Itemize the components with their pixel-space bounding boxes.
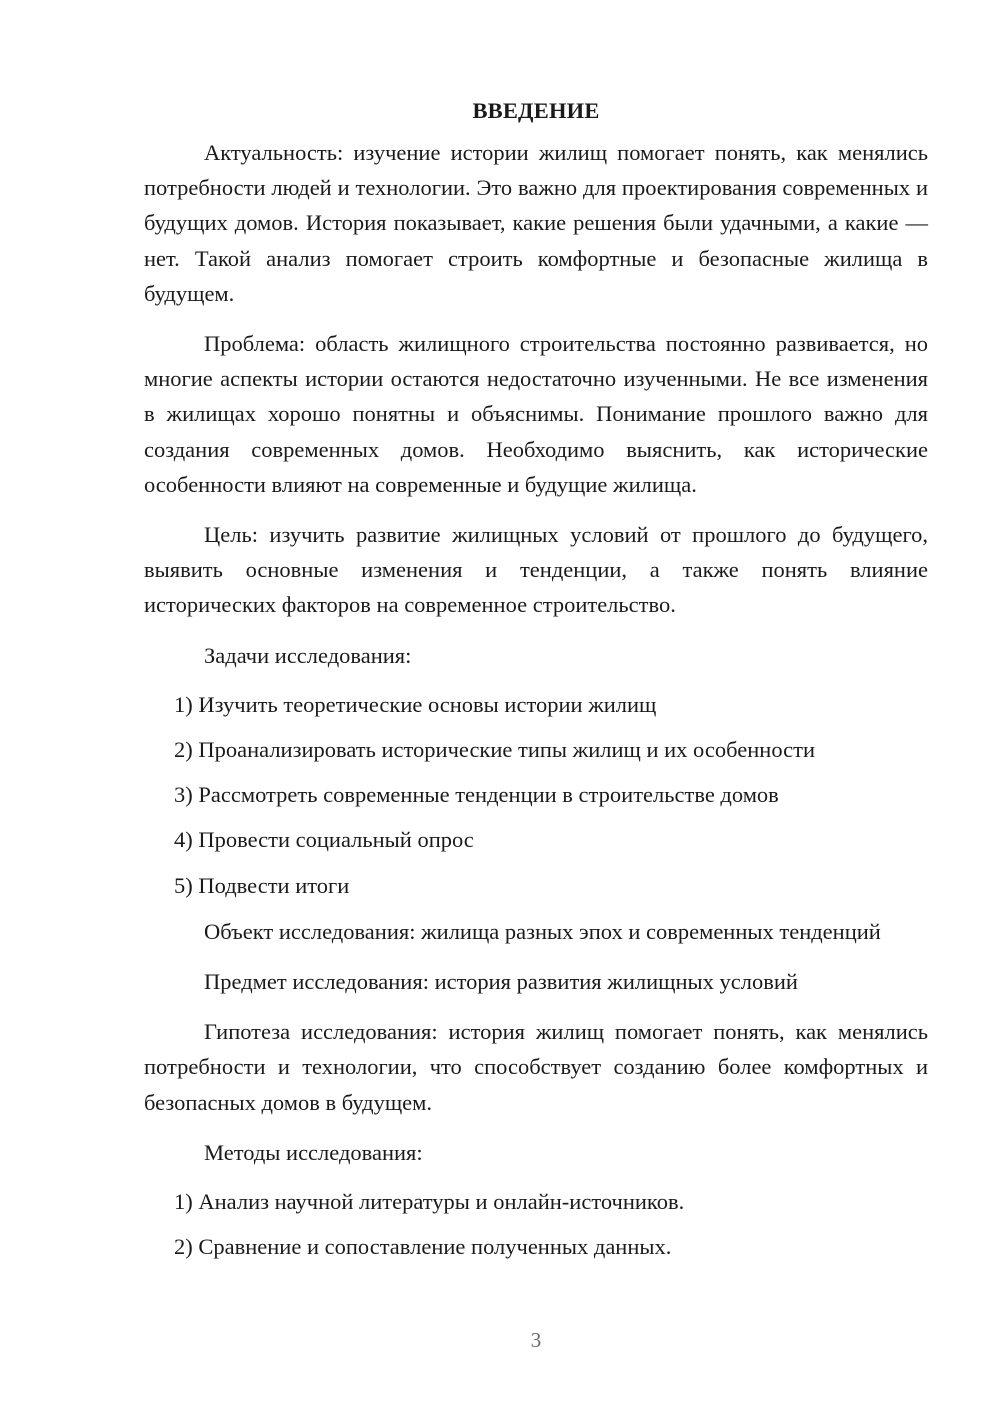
list-item: 4) Провести социальный опрос	[174, 827, 474, 853]
page-title: ВВЕДЕНИЕ	[472, 98, 600, 123]
page-content	[144, 93, 928, 1274]
list-item: 1) Изучить теоретические основы истории жилищ	[174, 691, 657, 717]
page-number: 3	[530, 1328, 542, 1352]
list-item: 3) Рассмотреть современные тенденции в строительстве домов	[174, 782, 779, 808]
problem-paragraph: Проблема: область жилищного строительства постоянно развивается, но многие аспекты истории остаются недостаточно изученными. Не все изменения в жилищах хорошо понятны и объяснимы. Понимание прошлого важно для создания современных домов. Необходимо выяснить, как исторические особенности влияют на современные и будущие жилища.	[144, 331, 928, 497]
tasks-heading: Задачи исследования:	[204, 642, 412, 668]
methods-heading: Методы исследования:	[204, 1139, 423, 1165]
list-item: 2) Проанализировать исторические типы жилищ и их особенности	[174, 737, 815, 763]
relevance-paragraph: Актуальность: изучение истории жилищ помогает понять, как менялись потребности людей и технологии. Это важно для проектирования современных и будущих домов. История показывает, какие решения были удачными, а какие — нет. Такой анализ помогает строить комфортные и безопасные жилища в будущем.	[144, 140, 928, 306]
list-item: 2) Сравнение и сопоставление полученных данных.	[174, 1234, 672, 1260]
hypothesis-paragraph: Гипотеза исследования: история жилищ помогает понять, как менялись потребности и технологии, что способствует созданию более комфортных и безопасных домов в будущем.	[144, 1019, 928, 1115]
subject-paragraph: Предмет исследования: история развития жилищных условий	[204, 969, 798, 995]
list-item: 1) Анализ научной литературы и онлайн-источников.	[174, 1189, 685, 1215]
list-item: 5) Подвести итоги	[174, 872, 350, 898]
tasks-list	[144, 687, 928, 903]
object-paragraph: Объект исследования: жилища разных эпох и современных тенденций	[204, 918, 881, 944]
methods-list	[144, 1184, 928, 1264]
goal-paragraph: Цель: изучить развитие жилищных условий от прошлого до будущего, выявить основные изменения и тенденции, а также понять влияние исторических факторов на современное строительство.	[144, 522, 928, 618]
